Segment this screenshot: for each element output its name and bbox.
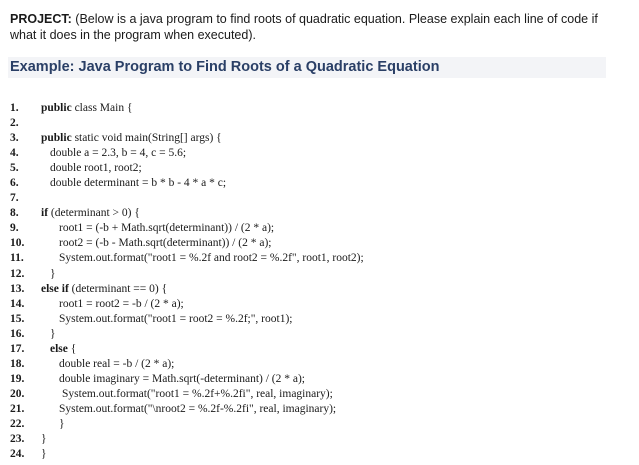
code-line xyxy=(10,267,610,282)
code-text xyxy=(59,373,305,385)
code-text xyxy=(59,252,364,264)
code-line xyxy=(10,116,610,131)
code-text xyxy=(59,298,184,310)
code-text xyxy=(50,343,76,355)
code-text xyxy=(41,448,47,460)
code-line xyxy=(10,297,610,312)
line-number: 22. xyxy=(10,417,25,430)
code-listing xyxy=(10,101,610,462)
line-number: 7. xyxy=(10,192,19,205)
code-text xyxy=(50,162,142,174)
code-text xyxy=(50,328,56,340)
code-content: } xyxy=(41,448,47,461)
code-content: root1 = (-b + Math.sqrt(determinant)) / (2 * a); xyxy=(59,222,275,235)
line-number: 8. xyxy=(10,207,19,220)
code-line xyxy=(10,327,610,342)
line-number: 1. xyxy=(10,102,19,114)
code-text xyxy=(59,313,292,325)
line-number: 3. xyxy=(10,132,19,145)
example-heading: Example: Java Program to Find Roots of a Quadratic Equation xyxy=(8,57,606,78)
code-content: double real = -b / (2 * a); xyxy=(59,357,175,370)
line-number: 19. xyxy=(10,372,25,385)
code-line xyxy=(10,251,610,266)
code-content: double a = 2.3, b = 4, c = 5.6; xyxy=(50,147,187,160)
code-line xyxy=(10,101,610,116)
code-line xyxy=(10,342,610,357)
code-text xyxy=(50,147,186,159)
line-number: 24. xyxy=(10,448,25,461)
line-number: 5. xyxy=(10,162,19,175)
code-content: System.out.format("\nroot2 = %.2f-%.2fi", real, imaginary); xyxy=(59,402,337,415)
code-content: double determinant = b * b - 4 * a * c; xyxy=(50,177,227,190)
line-number: 14. xyxy=(10,297,25,310)
code-line xyxy=(10,417,610,432)
code-keyword: else if xyxy=(41,282,69,295)
line-number: 21. xyxy=(10,402,25,415)
code-line xyxy=(10,447,610,462)
code-line xyxy=(10,372,610,387)
line-number: 10. xyxy=(10,237,25,250)
code-keyword: else xyxy=(50,342,68,355)
code-content: double imaginary = Math.sqrt(-determinant) / (2 * a); xyxy=(59,372,305,385)
code-content: { xyxy=(67,342,77,355)
code-line xyxy=(10,191,610,206)
code-text xyxy=(41,433,47,445)
line-number: 17. xyxy=(10,342,25,355)
code-content: (determinant > 0) { xyxy=(48,207,140,220)
code-line xyxy=(10,131,610,146)
code-content: System.out.format("root1 = %.2f+%.2fi", real, imaginary); xyxy=(62,387,333,400)
project-label: PROJECT: xyxy=(10,12,72,26)
code-content: } xyxy=(50,267,56,280)
line-number: 20. xyxy=(10,387,25,400)
code-line xyxy=(10,161,610,176)
code-content: class Main { xyxy=(71,102,133,114)
project-instructions xyxy=(10,11,610,43)
line-number: 23. xyxy=(10,433,25,446)
code-content: root2 = (-b - Math.sqrt(determinant)) / (2 * a); xyxy=(59,237,272,250)
code-text xyxy=(41,102,132,114)
line-number: 11. xyxy=(10,252,24,265)
code-text xyxy=(59,237,271,249)
code-content: } xyxy=(41,433,47,446)
code-line xyxy=(10,387,610,402)
code-line xyxy=(10,432,610,447)
code-content: root1 = root2 = -b / (2 * a); xyxy=(59,297,184,310)
code-content: } xyxy=(50,327,56,340)
code-text xyxy=(41,283,167,295)
code-content: System.out.format("root1 = root2 = %.2f;", root1); xyxy=(59,312,293,325)
line-number: 13. xyxy=(10,282,25,295)
line-number: 15. xyxy=(10,312,25,325)
line-number: 16. xyxy=(10,327,25,340)
code-line xyxy=(10,357,610,372)
code-text xyxy=(41,207,140,219)
code-content: (determinant == 0) { xyxy=(68,282,168,295)
code-content: System.out.format("root1 = %.2f and root2 = %.2f", root1, root2); xyxy=(59,252,364,265)
line-number: 6. xyxy=(10,177,19,190)
code-text xyxy=(41,132,222,144)
line-number: 4. xyxy=(10,147,19,160)
code-line xyxy=(10,221,610,236)
line-number: 9. xyxy=(10,222,19,235)
code-content: } xyxy=(59,417,65,430)
code-line xyxy=(10,282,610,297)
code-line xyxy=(10,402,610,417)
code-line xyxy=(10,206,610,221)
line-number: 12. xyxy=(10,267,25,280)
code-text xyxy=(59,358,174,370)
code-line xyxy=(10,146,610,161)
code-text xyxy=(50,177,226,189)
code-keyword: public xyxy=(41,102,72,114)
code-line xyxy=(10,176,610,191)
code-keyword: public xyxy=(41,132,72,145)
code-text xyxy=(50,268,56,280)
line-number: 18. xyxy=(10,357,25,370)
project-text: (Below is a java program to find roots of quadratic equation. Please explain each line of code if what it does in the program when executed). xyxy=(10,12,598,42)
code-content: static void main(String[] args) { xyxy=(71,132,222,145)
code-text xyxy=(59,222,274,234)
code-text xyxy=(59,418,65,430)
code-text xyxy=(59,403,336,415)
code-keyword: if xyxy=(41,207,49,220)
code-content: double root1, root2; xyxy=(50,162,142,175)
line-number: 2. xyxy=(10,117,19,130)
code-line xyxy=(10,312,610,327)
code-text xyxy=(62,388,333,400)
code-line xyxy=(10,236,610,251)
